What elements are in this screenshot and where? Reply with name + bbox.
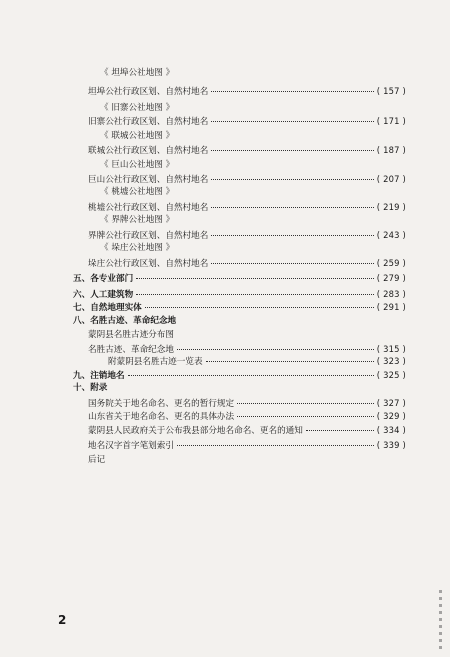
toc-page-number: ( 243 ) [376, 230, 406, 240]
toc-leader [177, 445, 374, 446]
toc-map-title: 《 垛庄公社地图 》 [100, 243, 175, 253]
toc-leader [211, 121, 373, 122]
toc-leader [211, 179, 373, 180]
toc-entry[interactable] [88, 440, 406, 452]
toc-section-label: 六、人工建筑物 [73, 290, 134, 300]
toc-leader [145, 307, 374, 308]
toc-page-number: ( 279 ) [376, 273, 406, 283]
toc-entry[interactable] [88, 398, 406, 410]
toc-page-number: ( 291 ) [376, 302, 406, 312]
toc-page-number: ( 323 ) [376, 356, 406, 366]
toc-leader [237, 403, 374, 404]
toc-entry[interactable] [88, 230, 406, 242]
toc-section-label: 七、自然地理实体 [73, 303, 142, 313]
toc-page-number: ( 329 ) [376, 411, 406, 421]
toc-leader [306, 430, 374, 431]
toc-entry[interactable] [88, 411, 406, 423]
toc-entry[interactable] [88, 145, 406, 157]
toc-plain-entry[interactable]: 后记 [88, 455, 106, 465]
toc-entry[interactable] [88, 258, 406, 270]
toc-map-title: 《 界牌公社地图 》 [100, 215, 175, 225]
toc-section[interactable] [73, 273, 406, 285]
toc-entry[interactable] [88, 86, 406, 98]
toc-section-label: 八、名胜古迹、革命纪念地 [73, 316, 177, 326]
toc-entry[interactable] [88, 344, 406, 356]
toc-entry[interactable] [88, 116, 406, 128]
toc-section[interactable] [73, 289, 406, 301]
toc-section[interactable] [73, 383, 107, 394]
toc-leader [211, 235, 373, 236]
toc-page-number: ( 325 ) [376, 370, 406, 380]
toc-section-label: 九、注销地名 [73, 371, 125, 381]
toc-page-number: ( 339 ) [376, 440, 406, 450]
toc-map-title: 《 桃墟公社地图 》 [100, 187, 175, 197]
toc-section[interactable] [73, 316, 176, 327]
toc-section[interactable] [73, 370, 406, 382]
toc-entry-label: 旧寨公社行政区划、自然村地名 [88, 117, 209, 127]
toc-leader [211, 91, 373, 92]
toc-entry-label: 垛庄公社行政区划、自然村地名 [88, 259, 209, 269]
toc-leader [237, 416, 374, 417]
toc-entry-label: 桃墟公社行政区划、自然村地名 [88, 203, 209, 213]
toc-map-title: 《 联城公社地图 》 [100, 131, 175, 141]
toc-leader [211, 207, 373, 208]
toc-page-number: ( 327 ) [376, 398, 406, 408]
toc-entry-label: 附蒙阴县名胜古迹一览表 [108, 357, 203, 367]
toc-page-number: ( 259 ) [376, 258, 406, 268]
toc-entry[interactable] [108, 356, 406, 368]
toc-entry-label: 界牌公社行政区划、自然村地名 [88, 231, 209, 241]
toc-page-number: ( 283 ) [376, 289, 406, 299]
toc-page-number: ( 207 ) [376, 174, 406, 184]
page-number: 2 [58, 613, 67, 627]
toc-page-number: ( 171 ) [376, 116, 406, 126]
toc-map-title: 《 巨山公社地图 》 [100, 160, 175, 170]
toc-page-number: ( 187 ) [376, 145, 406, 155]
toc-entry-label: 联城公社行政区划、自然村地名 [88, 146, 209, 156]
toc-section-label: 十、附录 [73, 383, 108, 393]
toc-entry[interactable] [88, 425, 406, 437]
toc-page-number: ( 334 ) [376, 425, 406, 435]
toc-page-number: ( 219 ) [376, 202, 406, 212]
toc-entry-label: 地名汉字首字笔划索引 [88, 441, 174, 451]
toc-leader [136, 294, 374, 295]
toc-plain-entry[interactable]: 蒙阴县名胜古迹分布图 [88, 330, 174, 340]
toc-entry-label: 蒙阴县人民政府关于公布我县部分地名命名、更名的通知 [88, 426, 303, 436]
toc-leader [136, 278, 374, 279]
toc-entry-label: 国务院关于地名命名、更名的暂行规定 [88, 399, 235, 409]
toc-leader [206, 361, 374, 362]
toc-section-label: 五、各专业部门 [73, 274, 134, 284]
toc-entry[interactable] [88, 174, 406, 186]
toc-map-title: 《 旧寨公社地图 》 [100, 103, 175, 113]
toc-entry-label: 名胜古迹、革命纪念地 [88, 345, 174, 355]
toc-section[interactable] [73, 302, 406, 314]
toc-leader [211, 150, 373, 151]
toc-entry-label: 山东省关于地名命名、更名的具体办法 [88, 412, 235, 422]
toc-entry[interactable] [88, 202, 406, 214]
toc-map-title: 《 坦埠公社地图 》 [100, 68, 175, 78]
toc-leader [128, 375, 374, 376]
toc-leader [211, 263, 373, 264]
toc-page-number: ( 315 ) [376, 344, 406, 354]
toc-entry-label: 巨山公社行政区划、自然村地名 [88, 175, 209, 185]
toc-page-number: ( 157 ) [376, 86, 406, 96]
toc-leader [177, 349, 374, 350]
scan-edge-mark [439, 590, 442, 650]
toc-entry-label: 坦埠公社行政区划、自然村地名 [88, 87, 209, 97]
